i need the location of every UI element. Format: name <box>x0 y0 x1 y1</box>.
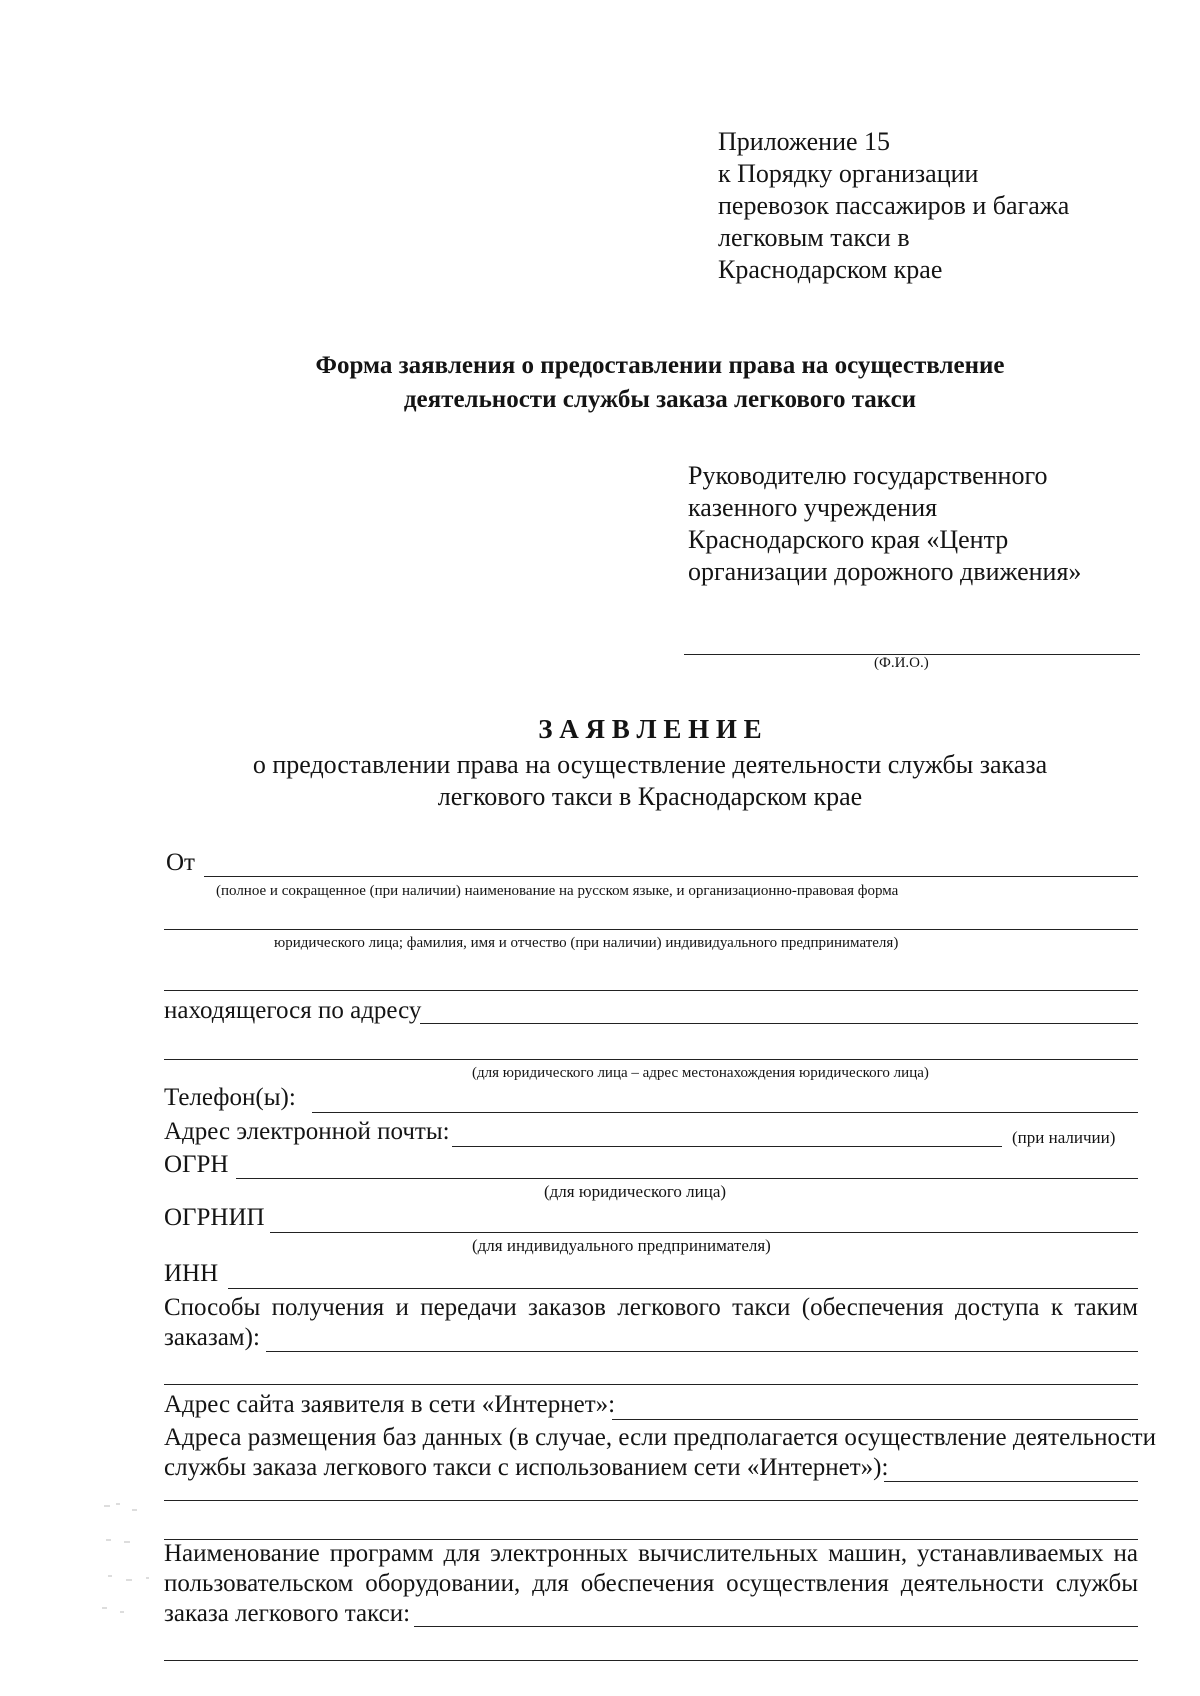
software-line-3: заказа легкового такси: <box>164 1600 411 1627</box>
ogrn-label: ОГРН <box>164 1151 229 1178</box>
ogrnip-label: ОГРНИП <box>164 1204 265 1231</box>
addressee-line: Краснодарского края «Центр <box>688 525 1009 554</box>
fio-caption: (Ф.И.О.) <box>874 655 929 671</box>
ogrnip-caption: (для индивидуального предпринимателя) <box>472 1236 771 1255</box>
from-field-line-1[interactable] <box>204 876 1138 877</box>
website-label: Адрес сайта заявителя в сети «Интернет»: <box>164 1391 616 1418</box>
addressee-line: Руководителю государственного <box>688 461 1048 490</box>
addressee-line: организации дорожного движения» <box>688 557 1082 586</box>
statement-subtitle-line-2: легкового такси в Краснодарском крае <box>437 782 863 811</box>
software-field-line-2[interactable] <box>164 1660 1138 1661</box>
inn-label: ИНН <box>164 1260 219 1287</box>
annex-line: Приложение 15 <box>718 127 891 156</box>
from-field-line-3[interactable] <box>164 990 1138 991</box>
annex-line: к Порядку организации <box>718 159 979 188</box>
software-field-line-1[interactable] <box>414 1626 1138 1627</box>
software-line-1: Наименование программ для электронных вычислительных машин, устанавливаемых на <box>164 1540 1138 1567</box>
addressee-block <box>688 460 1168 588</box>
software-line-2: пользовательском оборудовании, для обеспечения осуществления деятельности службы <box>164 1570 1138 1597</box>
from-caption-2: юридического лица; фамилия, имя и отчество (при наличии) индивидуального предпринимателя) <box>274 935 899 951</box>
statement-subtitle-line-1: о предоставлении права на осуществление деятельности службы заказа <box>252 750 1048 779</box>
methods-line-2: заказам): <box>164 1324 260 1351</box>
address-field-line-2[interactable] <box>164 1059 1138 1060</box>
email-field-line[interactable] <box>452 1146 1002 1147</box>
annex-line: перевозок пассажиров и багажа <box>718 191 1070 220</box>
db-field-line-1[interactable] <box>884 1481 1138 1482</box>
db-line-1: Адреса размещения баз данных (в случае, если предполагается осуществление деятельности <box>164 1424 1156 1451</box>
from-label: От <box>166 849 195 876</box>
email-label: Адрес электронной почты: <box>164 1118 450 1145</box>
db-field-line-2[interactable] <box>164 1500 1138 1501</box>
scan-noise <box>96 1480 196 1630</box>
phone-label: Телефон(ы): <box>164 1084 296 1111</box>
form-title-line-2: деятельности службы заказа легкового такси <box>403 386 917 413</box>
from-caption-1: (полное и сокращенное (при наличии) наименование на русском языке, и организационно-правовая форма <box>216 883 899 899</box>
address-caption: (для юридического лица – адрес местонахождения юридического лица) <box>472 1065 929 1081</box>
ogrn-field-line[interactable] <box>236 1178 1138 1179</box>
annex-block <box>718 126 1158 286</box>
inn-field-line[interactable] <box>228 1288 1138 1289</box>
addressee-line: казенного учреждения <box>688 493 938 522</box>
phone-field-line[interactable] <box>312 1112 1138 1113</box>
email-note: (при наличии) <box>1012 1128 1116 1147</box>
website-field-line[interactable] <box>612 1419 1138 1420</box>
db-line-2: службы заказа легкового такси с использованием сети «Интернет»): <box>164 1454 889 1481</box>
form-title-line-1: Форма заявления о предоставлении права на осуществление <box>315 352 1005 379</box>
ogrnip-field-line[interactable] <box>270 1232 1138 1233</box>
annex-line: легковым такси в <box>718 223 910 252</box>
methods-field-line-2[interactable] <box>164 1384 1138 1385</box>
annex-line: Краснодарском крае <box>718 255 943 284</box>
methods-field-line-1[interactable] <box>266 1351 1138 1352</box>
address-field-line-1[interactable] <box>420 1023 1138 1024</box>
from-field-line-2[interactable] <box>164 929 1138 930</box>
methods-line-1: Способы получения и передачи заказов легкового такси (обеспечения доступа к таким <box>164 1294 1138 1321</box>
ogrn-caption: (для юридического лица) <box>544 1182 727 1201</box>
statement-heading: З А Я В Л Е Н И Е <box>538 714 762 744</box>
address-label: находящегося по адресу <box>164 997 422 1024</box>
